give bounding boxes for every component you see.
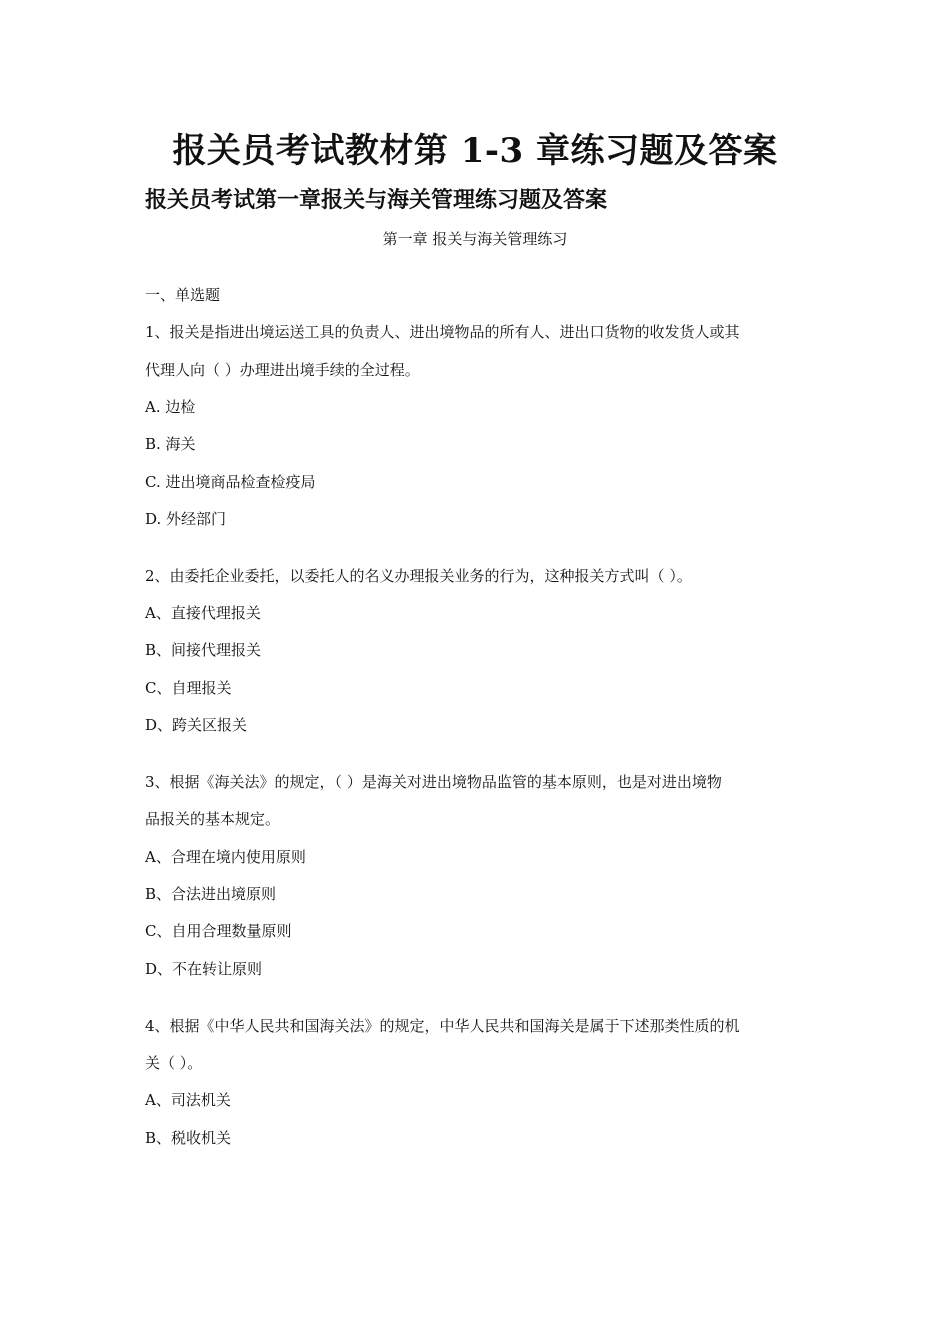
question-4-option-a: A、司法机关 [145, 1091, 231, 1109]
question-1-option-d: D. 外经部门 [145, 510, 227, 528]
question-3-stem-line-2: 品报关的基本规定。 [145, 810, 281, 828]
question-type-heading: 一、单选题 [145, 286, 221, 304]
section-title: 报关员考试第一章报关与海关管理练习题及答案 [145, 187, 608, 213]
question-1-option-a: A. 边检 [145, 398, 196, 416]
document-title: 报关员考试教材第 1-3 章练习题及答案 [172, 131, 778, 171]
question-1-option-b: B. 海关 [145, 435, 196, 453]
chapter-heading: 第一章 报关与海关管理练习 [382, 230, 568, 248]
question-3-option-a: A、合理在境内使用原则 [145, 848, 306, 866]
question-1-stem-line-2: 代理人向（ ）办理进出境手续的全过程。 [145, 361, 420, 379]
question-4-stem-line-1: 4、根据《中华人民共和国海关法》的规定，中华人民共和国海关是属于下述那类性质的机 [145, 1017, 740, 1035]
question-1-stem-line-1: 1、报关是指进出境运送工具的负责人、进出境物品的所有人、进出口货物的收发货人或其 [145, 323, 740, 341]
question-2-stem-line-1: 2、由委托企业委托，以委托人的名义办理报关业务的行为，这种报关方式叫（ ）。 [145, 567, 692, 585]
question-2-option-d: D、跨关区报关 [145, 716, 248, 734]
question-4-stem-line-2: 关（ ）。 [145, 1054, 203, 1072]
question-3-stem-line-1: 3、根据《海关法》的规定，（ ）是海关对进出境物品监管的基本原则，也是对进出境物 [145, 773, 722, 791]
question-3-option-c: C、自用合理数量原则 [145, 922, 292, 940]
question-2-option-a: A、直接代理报关 [145, 604, 261, 622]
question-2-option-c: C、自理报关 [145, 679, 232, 697]
question-3-option-b: B、合法进出境原则 [145, 885, 277, 903]
question-2-option-b: B、间接代理报关 [145, 641, 262, 659]
question-4-option-b: B、税收机关 [145, 1129, 232, 1147]
question-3-option-d: D、不在转让原则 [145, 960, 263, 978]
question-1-option-c: C. 进出境商品检查检疫局 [145, 473, 316, 491]
